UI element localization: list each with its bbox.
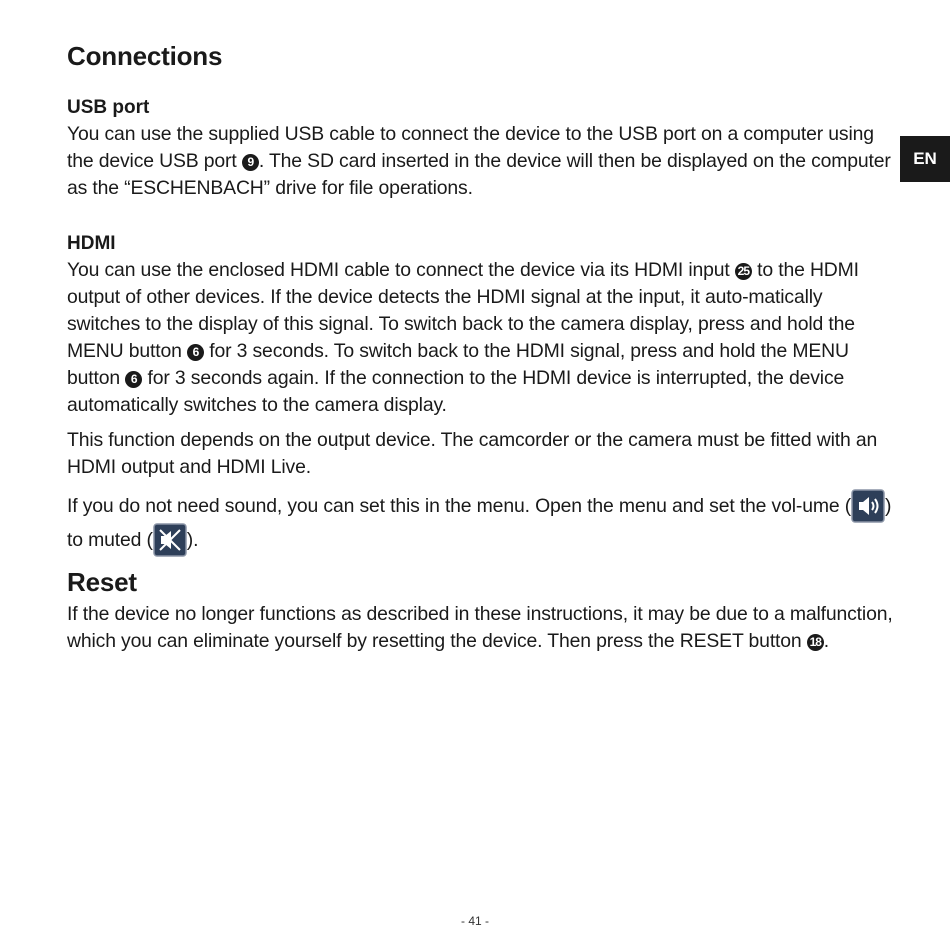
usb-text-a: You can use the supplied USB cable to connect the device to the USB port on a computer using the device USB port — [67, 123, 874, 172]
speaker-volume-icon — [851, 489, 885, 523]
reset-text-a: If the device no longer functions as described in these instructions, it may be due to a malfunction, which you can eliminate yourself by resetting the device. Then press the RESET button — [67, 603, 893, 652]
page-title: Connections — [67, 41, 223, 71]
hdmi-text-b: to the HDMI output of other devices. If the device detects the HDMI signal at the input, it auto-matically switches to the display of this signal. To switch back to the camera display, press and hold the MENU button — [67, 259, 859, 362]
callout-number: 25 — [735, 263, 752, 280]
callout-number: 9 — [242, 154, 259, 171]
hdmi-paragraph-2: This function depends on the output device. The camcorder or the camera must be fitted with an HDMI output and HDMI Live. — [67, 429, 878, 478]
callout-number: 18 — [807, 634, 824, 651]
usb-section — [67, 94, 897, 202]
hdmi-text-c: for 3 seconds. To switch back to the HDMI signal, press and hold the MENU button — [67, 340, 849, 389]
speaker-muted-icon — [153, 523, 187, 557]
page-content — [67, 36, 897, 652]
callout-number: 6 — [187, 344, 204, 361]
hdmi-text-a: You can use the enclosed HDMI cable to connect the device via its HDMI input — [67, 259, 735, 281]
hdmi-text-p3b: ) to muted ( — [67, 495, 892, 551]
reset-text-b: . — [823, 630, 830, 652]
hdmi-heading: HDMI — [67, 233, 116, 254]
hdmi-paragraph-3 — [67, 489, 897, 557]
usb-text-b: . The SD card inserted in the device will then be displayed on the computer as the “ESCHENBACH” drive for file operations. — [67, 150, 891, 199]
hdmi-text-d: for 3 seconds again. If the connection to the HDMI device is interrupted, the device automatically switches to the camera display. — [67, 367, 845, 416]
reset-paragraph — [67, 601, 897, 655]
hdmi-text-p3a: If you do not need sound, you can set this in the menu. Open the menu and set the vol-ume ( — [67, 495, 852, 517]
page-number: - 41 - — [460, 914, 489, 928]
callout-number: 6 — [125, 371, 142, 388]
reset-section — [67, 601, 897, 655]
hdmi-section — [67, 230, 897, 557]
hdmi-text-p3c: ). — [186, 529, 199, 551]
hdmi-paragraph-1 — [67, 257, 897, 419]
reset-heading: Reset — [67, 567, 137, 597]
language-tab: EN — [900, 136, 950, 182]
usb-heading: USB port — [67, 97, 150, 118]
usb-paragraph — [67, 121, 897, 202]
